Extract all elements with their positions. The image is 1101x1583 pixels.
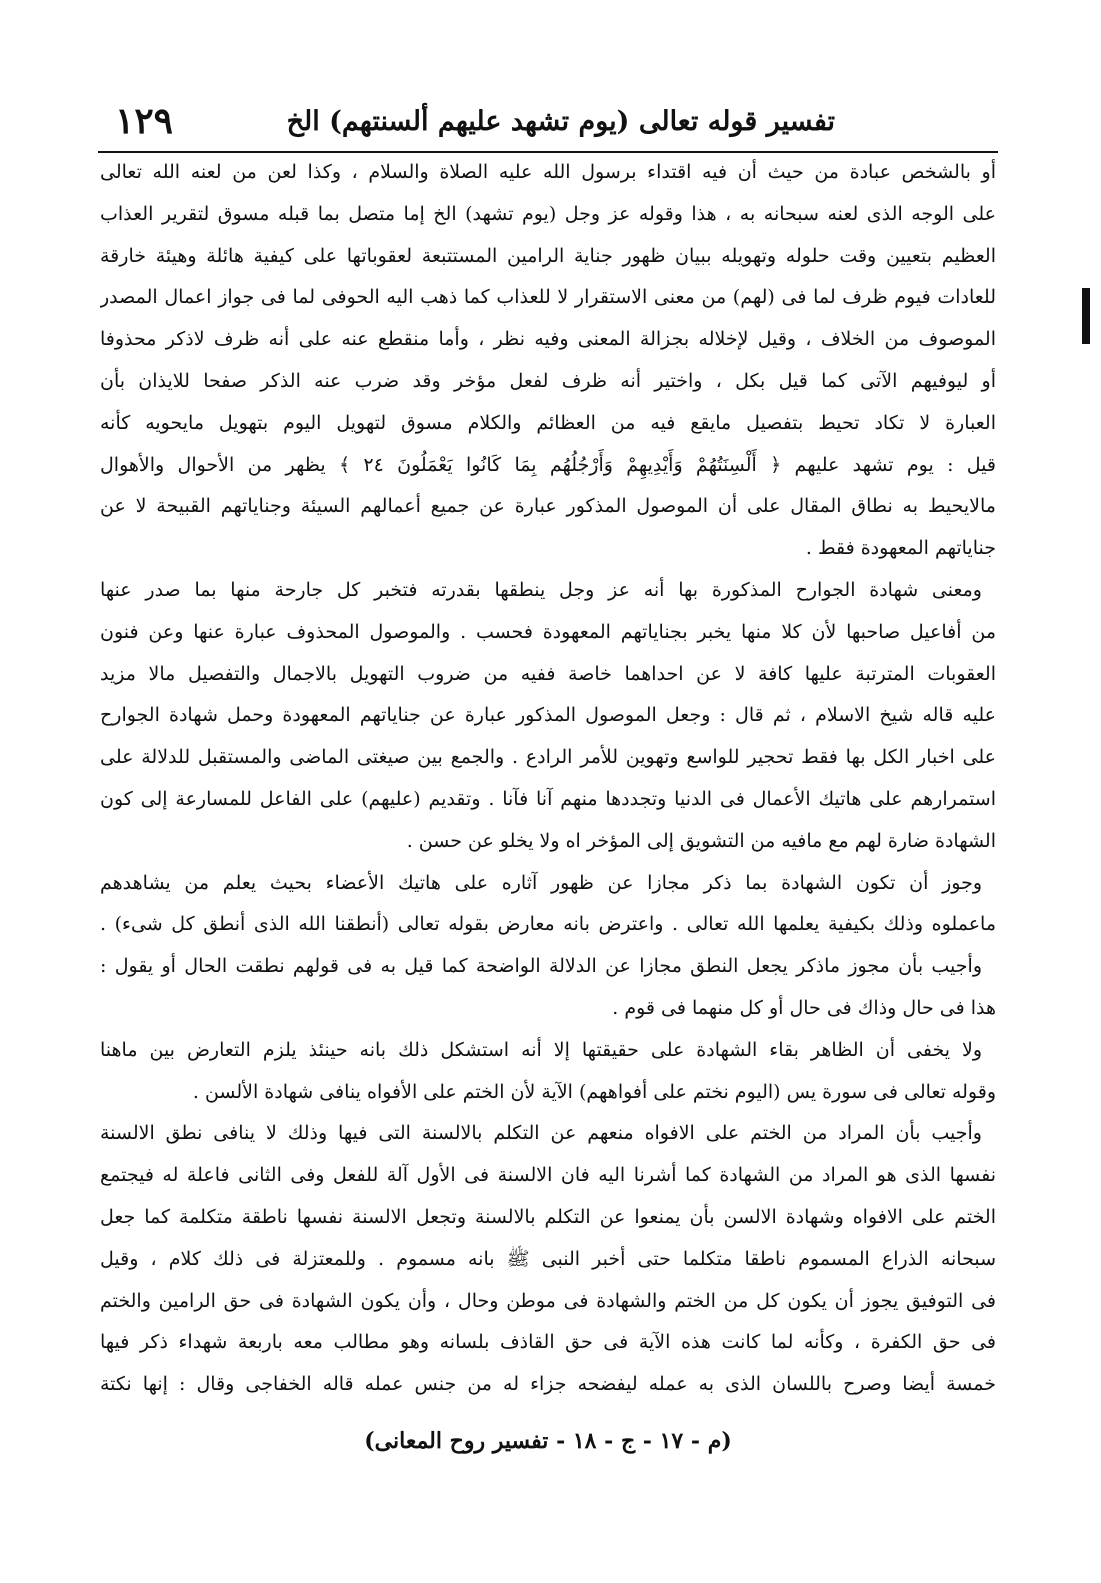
text-line: قيل : يوم تشهد عليهم ﴿ أَلْسِنَتُهُمْ وَأَيْدِيهِمْ وَأَرْجُلُهُم بِمَا كَانُوا يَعْمَلُونَ ٢٤ ﴾ يظهر من الأحوال والأهوال [100,453,996,476]
text-line: الموصوف من الخلاف ، وقيل لإخلاله بجزالة المعنى وفيه نظر ، وأما منقطع عنه على أنه ظرف لاذكر محذوفا [100,328,996,351]
text-line: فى حق الكفرة ، وكأنه لما كانت هذه الآية فى حق القاذف بلسانه وهو مطالب معه باربعة شهداء ذكر فيها [100,1331,996,1354]
text-line: ولا يخفى أن الظاهر بقاء الشهادة على حقيقتها إلا أنه استشكل ذلك بانه حينئذ يلزم التعارض بين ماهنا [100,1038,982,1061]
text-line: سبحانه الذراع المسموم ناطقا متكلما حتى أخبر النبى ﷺ بانه مسموم . وللمعتزلة فى ذلك كلام ، وقيل [100,1247,996,1270]
text-line: ماعملوه وذلك بكيفية يعلمها الله تعالى . واعترض بانه معارض بقوله تعالى (أنطقنا الله الذى أنطق كل شىء) . [100,913,996,936]
text-line: وقوله تعالى فى سورة يس (اليوم نختم على أفواههم) الآية لأن الختم على الأفواه ينافى شهادة الألسن . [192,1080,996,1103]
page-header [95,100,985,150]
text-line: على الوجه الذى لعنه سبحانه به ، هذا وقوله عز وجل (يوم تشهد) الخ إما متصل بما قبله مسوق لتقرير العذاب [100,202,996,225]
text-line: نفسها الذى هو المراد من الشهادة كما أشرنا اليه فان الالسنة فى الأول آلة للفعل وفى الثانى فاعلة له فيجتمع [100,1164,996,1187]
text-line: أو بالشخص عبادة من حيث أن فيه اقتداء برسول الله عليه الصلاة والسلام ، وكذا لعن من لعنه الله تعالى [100,161,996,183]
text-line: استمرارهم على هاتيك الأعمال فى الدنيا وتجددها منهم آنا فآنا . وتقديم (عليهم) على الفاعل للمسارعة إلى كون [100,787,996,810]
text-line: العبارة لا تكاد تحيط بتفصيل مايقع فيه من العظائم والكلام مسوق لتهويل اليوم بتهويل مايحويه كأنه [100,411,996,434]
text-line: الشهادة ضارة لهم مع مافيه من التشويق إلى المؤخر اه ولا يخلو عن حسن . [406,829,996,852]
text-line: جناياتهم المعهودة فقط . [805,537,996,560]
text-line: أو ليوفيهم الآتى كما قيل بكل ، واختير أنه ظرف لفعل مؤخر وقد ضرب عنه الذكر صفحا للايذان بأن [100,369,996,392]
text-line: العظيم بتعيين وقت حلوله وتهويله ببيان ظهور جناية الرامين المستتبعة لعقوباتها على كيفية هائلة وهيئة خارقة [100,244,996,267]
text-line: وأجيب بأن المراد من الختم على الافواه منعهم عن التكلم بالالسنة التى فيها وذلك لا ينافى نطق الالسنة [100,1122,982,1145]
text-line: للعادات فيوم ظرف لما فى (لهم) من معنى الاستقرار لا للعذاب كما ذهب اليه الحوفى لما فى جواز اعمال المصدر [100,286,996,309]
text-line: عليه قاله شيخ الاسلام ، ثم قال : وجعل الموصول المذكور عبارة عن جناياتهم المعهودة وحمل شهادة الجوارح [100,704,996,727]
text-line: العقوبات المترتبة عليها كافة لا عن احداهما خاصة ففيه من ضروب التهويل بالاجمال والتفصيل مالا مزيد [100,662,996,685]
text-line: ومعنى شهادة الجوارح المذكورة بها أنه عز وجل ينطقها بقدرته فتخبر كل جارحة منها بما صدر عنها [100,578,982,601]
running-title: تفسير قوله تعالى (يوم تشهد عليهم ألسنتهم) الخ [286,106,835,137]
text-line: هذا فى حال وذاك فى حال أو كل منهما فى قوم . [612,996,996,1019]
text-line: وجوز أن تكون الشهادة بما ذكر مجازا عن ظهور آثاره على هاتيك الأعضاء بحيث يعلم من يشاهدهم [100,871,982,894]
page-number: ١٢٩ [115,100,174,142]
text-line: الختم على الافواه وشهادة الالسن بأن يمنعوا عن التكلم بالالسنة وتجعل الالسنة نفسها ناطقة متكلمة كما جعل [100,1205,996,1228]
page-footer: (م - ١٧ - ج - ١٨ - تفسير روح المعانى) [364,1428,732,1454]
text-line: مالايحيط به نطاق المقال على أن الموصول المذكور عبارة عن جميع أعمالهم السيئة وجناياتهم القبيحة لا عن [100,495,996,518]
text-line: فى التوفيق يجوز أن يكون كل من الختم والشهادة فى موطن وحال ، وأن يكون الشهادة فى حق الرامين والختم [100,1289,996,1312]
margin-mark [1082,288,1090,344]
text-line: على اخبار الكل بها فقط تحجير للواسع وتهوين للأمر الرادع . والجمع بين صيغتى الماضى والمستقبل للدلالة على [100,746,996,769]
body-text [100,152,996,1406]
text-line: خمسة أيضا وصرح باللسان الذى به عمله ليفضحه جزاء له من جنس عمله قاله الخفاجى وقال : إنها نكتة [100,1373,996,1396]
text-line: من أفاعيل صاحبها لأن كلا منها يخبر بجناياتهم المعهودة فحسب . والموصول المحذوف عبارة عنها وعن فنون [100,620,996,643]
text-line: وأجيب بأن مجوز ماذكر يجعل النطق مجازا عن الدلالة الواضحة كما قيل به فى قولهم نطقت الحال أو يقول : [100,955,982,978]
